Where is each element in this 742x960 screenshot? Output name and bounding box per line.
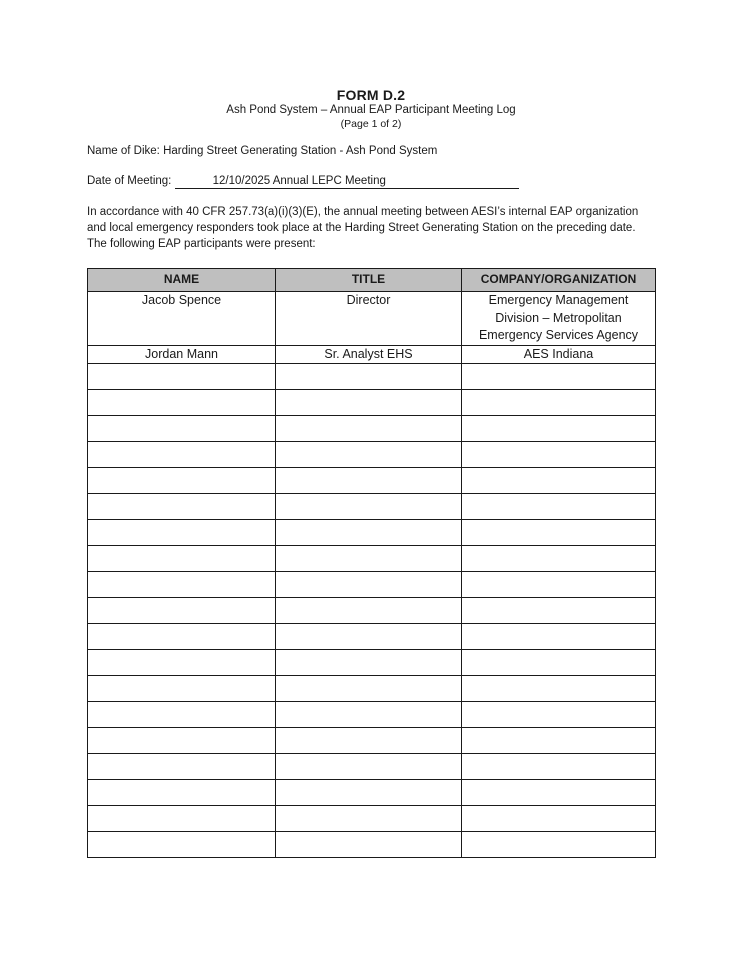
dike-name-value: Harding Street Generating Station - Ash Pond System <box>163 145 438 157</box>
table-row <box>88 390 656 416</box>
participant-title: Director <box>276 292 462 346</box>
meeting-date-label: Date of Meeting: <box>87 175 172 187</box>
participant-name <box>88 754 276 780</box>
participant-company <box>462 780 656 806</box>
table-row <box>88 702 656 728</box>
column-header-title: TITLE <box>276 269 462 292</box>
participant-title <box>276 728 462 754</box>
participant-company <box>462 806 656 832</box>
participant-name <box>88 702 276 728</box>
participant-company <box>462 832 656 858</box>
table-row <box>88 624 656 650</box>
participant-name <box>88 806 276 832</box>
participant-name <box>88 390 276 416</box>
form-title: FORM D.2 <box>336 87 406 103</box>
participant-name <box>88 416 276 442</box>
table-row <box>88 520 656 546</box>
column-header-name: NAME <box>88 269 276 292</box>
participant-company <box>462 624 656 650</box>
form-subtitle: Ash Pond System – Annual EAP Participant Meeting Log <box>226 104 516 116</box>
participant-name <box>88 728 276 754</box>
table-row <box>88 754 656 780</box>
participant-name <box>88 442 276 468</box>
participant-name <box>88 832 276 858</box>
participant-title: Sr. Analyst EHS <box>276 345 462 364</box>
participant-company: AES Indiana <box>462 345 656 364</box>
participant-title <box>276 442 462 468</box>
participant-name <box>88 520 276 546</box>
participant-company <box>462 520 656 546</box>
participant-title <box>276 598 462 624</box>
table-row <box>88 416 656 442</box>
participant-company <box>462 442 656 468</box>
participant-title <box>276 650 462 676</box>
participant-title <box>276 390 462 416</box>
page-indicator: (Page 1 of 2) <box>340 118 402 130</box>
table-row <box>88 345 656 364</box>
participant-name <box>88 572 276 598</box>
participant-company <box>462 572 656 598</box>
participant-name <box>88 676 276 702</box>
participant-company <box>462 650 656 676</box>
participant-company <box>462 676 656 702</box>
dike-name-label: Name of Dike: <box>87 145 160 157</box>
table-row <box>88 780 656 806</box>
table-row <box>88 806 656 832</box>
participant-company <box>462 468 656 494</box>
participant-title <box>276 806 462 832</box>
participant-company <box>462 728 656 754</box>
table-row <box>88 442 656 468</box>
participant-company <box>462 702 656 728</box>
table-row <box>88 546 656 572</box>
participant-title <box>276 494 462 520</box>
table-header-row <box>88 269 656 292</box>
participant-company <box>462 754 656 780</box>
table-row <box>88 468 656 494</box>
participant-title <box>276 572 462 598</box>
participant-title <box>276 702 462 728</box>
participant-title <box>276 364 462 390</box>
participant-title <box>276 832 462 858</box>
participant-company: Emergency Management Division – Metropolitan Emergency Services Agency <box>462 292 656 346</box>
participant-table <box>87 268 656 858</box>
participant-name <box>88 546 276 572</box>
participant-title <box>276 676 462 702</box>
table-row <box>88 650 656 676</box>
table-row <box>88 676 656 702</box>
table-row <box>88 728 656 754</box>
participant-title <box>276 416 462 442</box>
participant-name <box>88 364 276 390</box>
participant-company <box>462 494 656 520</box>
participant-name <box>88 650 276 676</box>
participant-company <box>462 546 656 572</box>
participant-company <box>462 598 656 624</box>
participant-title <box>276 624 462 650</box>
participant-title <box>276 546 462 572</box>
table-row <box>88 494 656 520</box>
participant-title <box>276 520 462 546</box>
participant-name: Jacob Spence <box>88 292 276 346</box>
table-row <box>88 572 656 598</box>
participant-title <box>276 780 462 806</box>
participant-company <box>462 364 656 390</box>
participant-title <box>276 468 462 494</box>
table-row <box>88 292 656 346</box>
dike-name-line <box>87 145 437 157</box>
participant-company <box>462 390 656 416</box>
meeting-date-line <box>87 175 519 189</box>
participant-name <box>88 780 276 806</box>
participant-company <box>462 416 656 442</box>
participant-name <box>88 624 276 650</box>
participant-title <box>276 754 462 780</box>
participant-name <box>88 598 276 624</box>
participant-name <box>88 468 276 494</box>
table-row <box>88 598 656 624</box>
participant-name: Jordan Mann <box>88 345 276 364</box>
participant-name <box>88 494 276 520</box>
table-row <box>88 364 656 390</box>
column-header-company: COMPANY/ORGANIZATION <box>462 269 656 292</box>
table-row <box>88 832 656 858</box>
meeting-date-field: 12/10/2025 Annual LEPC Meeting <box>175 175 519 189</box>
intro-paragraph: In accordance with 40 CFR 257.73(a)(i)(3)(E), the annual meeting between AESI’s internal EAP organization and local emergency responders took place at the Harding Street Generating Station on the preceding date. The following EAP participants were present: <box>87 206 639 250</box>
